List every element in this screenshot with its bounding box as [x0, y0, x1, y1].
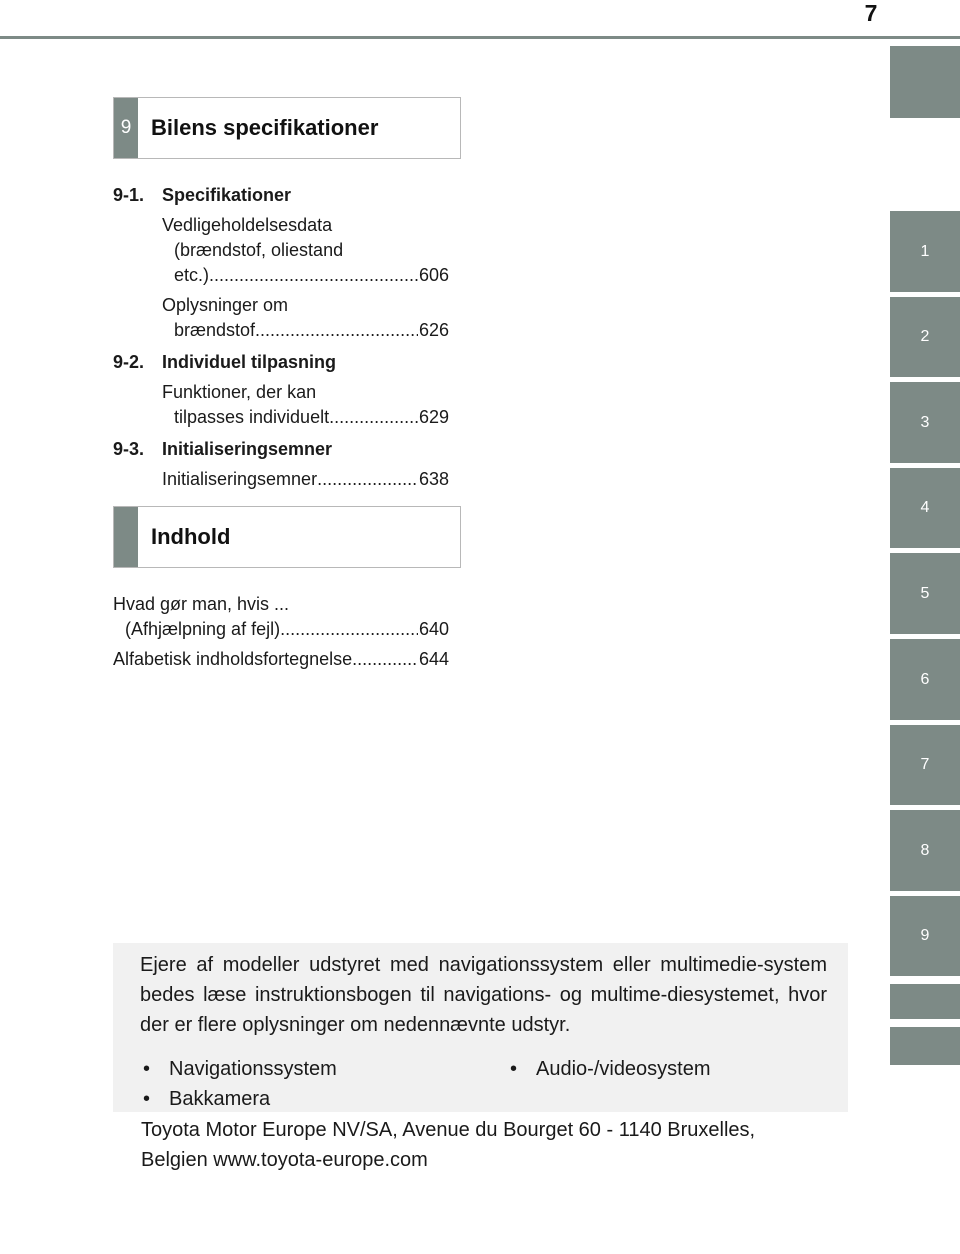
chapter-tab-label: 4: [920, 499, 930, 516]
chapter-tab-label: 6: [920, 670, 930, 688]
index-toc: [113, 592, 449, 672]
toc-entry[interactable]: [113, 592, 449, 642]
chapter-tab-label: 2: [920, 328, 930, 345]
chapter-tab-7[interactable]: [890, 725, 960, 805]
side-tab-blank: [890, 984, 960, 1019]
toc-entry[interactable]: [162, 380, 449, 430]
section-header-index: [113, 506, 461, 568]
chapter-tab-1[interactable]: [890, 211, 960, 292]
list-item: • Bakkamera: [140, 1084, 270, 1114]
chapter-number: 9-1.: [113, 185, 145, 205]
chapter-tab-5[interactable]: [890, 553, 960, 634]
chapter-tab-6[interactable]: [890, 639, 960, 720]
section-number-tag: 9: [114, 98, 138, 158]
entry-text: Alfabetisk indholdsfortegnelse: [113, 649, 353, 669]
chapter-tab-label: 9: [920, 927, 930, 944]
chapter-tab-label: 5: [920, 584, 930, 602]
side-tab-blank: [890, 1027, 960, 1065]
chapter-tab-4[interactable]: [890, 468, 960, 548]
entry-text: Oplysninger om: [162, 295, 289, 315]
leader-dots: [209, 263, 418, 288]
chapter-tab-label: 1: [920, 242, 930, 260]
toc-entry[interactable]: [113, 647, 449, 672]
page-ref: 626: [418, 320, 449, 340]
chapter-tab-2[interactable]: [890, 297, 960, 377]
toc-chapter[interactable]: [113, 437, 449, 462]
entry-text: etc.): [174, 265, 210, 285]
leader-dots: [329, 405, 418, 430]
toc-entry[interactable]: [162, 293, 449, 343]
address-line: Toyota Motor Europe NV/SA, Avenue du Bourget 60 - 1140 Bruxelles,: [141, 1119, 756, 1141]
leader-dots: [317, 467, 418, 492]
address-line: Belgien www.toyota-europe.com: [141, 1149, 428, 1171]
chapter-tab-label: 3: [920, 413, 930, 431]
list-item: • Audio-/videosystem: [507, 1054, 711, 1084]
chapter-number: 9-3.: [113, 439, 145, 459]
page-ref: 638: [418, 469, 449, 489]
page-ref: 629: [418, 407, 449, 427]
entry-text: (Afhjælpning af fejl): [125, 619, 281, 639]
page-ref: 644: [418, 649, 449, 669]
entry-text: tilpasses individuelt: [174, 407, 330, 427]
section-header-9: [113, 97, 461, 159]
chapter-title: Individuel tilpasning: [162, 352, 337, 372]
side-tab-top: [890, 46, 960, 118]
leader-dots: [280, 617, 418, 642]
chapter-tab-label: 8: [920, 841, 930, 859]
section-title: Indhold: [151, 524, 231, 549]
toc-entry[interactable]: [162, 467, 449, 492]
equipment-list: [140, 1054, 827, 1114]
toc-chapter[interactable]: [113, 183, 449, 208]
section-9-toc: [113, 183, 449, 492]
entry-text: brændstof: [174, 320, 256, 340]
section-title: Bilens specifikationer: [151, 115, 379, 140]
navigation-note-box: [113, 943, 848, 1112]
page-number: 7: [864, 0, 878, 26]
chapter-tab-3[interactable]: [890, 382, 960, 463]
chapter-number: 9-2.: [113, 352, 145, 372]
leader-dots: [352, 647, 418, 672]
page-ref: 640: [418, 619, 449, 639]
entry-text: Funktioner, der kan: [162, 382, 317, 402]
note-text: Ejere af modeller udstyret med navigationssystem eller multimedie-system bedes læse instruktionsbogen til navigations- og multime-diesystemet, hvor der er flere oplysninger om nedennævnte udstyr.: [140, 954, 827, 1036]
leader-dots: [255, 318, 418, 343]
chapter-title: Initialiseringsemner: [162, 439, 333, 459]
list-item: • Navigationssystem: [140, 1054, 337, 1084]
entry-text: (brændstof, oliestand: [174, 240, 344, 260]
chapter-tab-label: 7: [920, 756, 930, 773]
page-ref: 606: [418, 265, 449, 285]
publisher-address: [141, 1115, 841, 1175]
chapter-tab-9[interactable]: [890, 896, 960, 976]
entry-text: Hvad gør man, hvis ...: [113, 594, 290, 614]
section-tag-bar: [114, 507, 138, 567]
entry-text: Initialiseringsemner: [162, 469, 318, 489]
chapter-title: Specifikationer: [162, 185, 292, 205]
toc-entry[interactable]: [162, 213, 449, 288]
chapter-tab-8[interactable]: [890, 810, 960, 891]
entry-text: Vedligeholdelsesdata: [162, 215, 333, 235]
top-rule: [0, 36, 960, 39]
toc-chapter[interactable]: [113, 350, 449, 375]
